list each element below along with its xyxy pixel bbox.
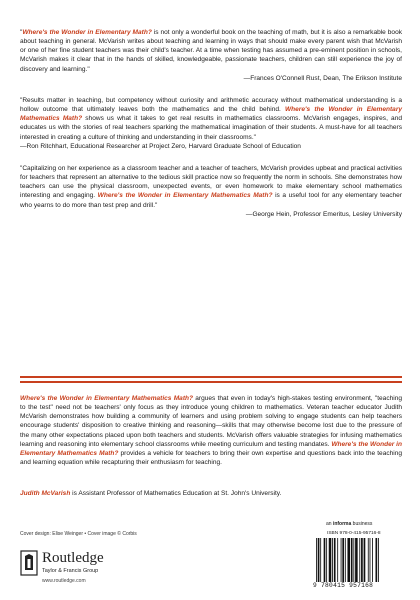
routledge-logo-icon bbox=[20, 550, 38, 576]
divider-rule bbox=[20, 376, 402, 378]
informa-prefix: an bbox=[326, 521, 333, 527]
author-name: Judith McVarish bbox=[20, 490, 71, 497]
endorsement-body: shows us what it takes to get real results in mathematics classrooms. McVarish engages, inspires, and educates us with the stories of real teachers sparking the mathematical imagination of their students. A must-have for all teachers interested in creating a culture of thinking and understanding in their classrooms." bbox=[20, 115, 402, 141]
endorsement-text bbox=[20, 164, 402, 210]
divider-rule bbox=[20, 381, 402, 383]
endorsement-body: "Capitalizing on her experience as a classroom teacher and a teacher of teachers, McVarish provides upbeat and practical activities for teachers that represent an alternative to the tedious skill practice now so frequently the norm in schools. She demonstrates how teachers can use the physical classroom, unexpected events, or even homework to make elementary school mathematics interesting and engaging. bbox=[20, 164, 402, 200]
endorsement-attribution: —Ron Ritchhart, Educational Researcher at Project Zero, Harvard Graduate School of Education bbox=[20, 142, 301, 150]
description-text bbox=[20, 394, 402, 467]
publisher-subtitle: Taylor & Francis Group bbox=[42, 568, 99, 574]
author-bio-text: is Assistant Professor of Mathematics Education at St. John's University. bbox=[70, 490, 282, 497]
book-title-ref: Where's the Wonder in Elementary Mathematics Math? bbox=[97, 192, 273, 200]
description-body: argues that even in today's high-stakes testing environment, "teaching to the test" need not be teachers' only focus as they introduce young children to mathematics. Veteran teacher educator Judith McVarish demonstrates how building a community of learners and using problem solving to engage students can help teachers encourage students' disposition to creative thinking and reasoning—skills that may otherwise become lost due to the pressure of the many other expectations placed upon both teachers and students. McVarish offers valuable strategies for infusing mathematics learning and reasoning into elementary school classrooms while meeting curriculum and testing mandates. bbox=[20, 395, 402, 448]
informa-suffix: business bbox=[351, 521, 373, 527]
endorsement-attribution: —George Hein, Professor Emeritus, Lesley University bbox=[245, 210, 402, 218]
isbn-label: ISBN 978-0-415-95716-8 bbox=[327, 531, 381, 536]
endorsement bbox=[20, 28, 402, 83]
author-bio bbox=[20, 489, 402, 498]
book-title-ref: Where's the Wonder in Elementary Math? bbox=[22, 29, 152, 36]
barcode bbox=[313, 531, 403, 591]
publisher-name: Routledge bbox=[42, 550, 104, 566]
publisher-logo bbox=[20, 548, 160, 588]
cover-credits: Cover design: Elise Weinger • Cover image © Corbis bbox=[20, 531, 137, 537]
informa-word: informa bbox=[332, 521, 352, 527]
book-title-ref: Where's the Wonder in Elementary Mathematics Math? bbox=[20, 106, 403, 123]
endorsement bbox=[20, 164, 402, 219]
informa-note bbox=[326, 521, 372, 527]
barcode-bars-icon bbox=[316, 538, 400, 582]
endorsement-body: is not only a wonderful book on the teaching of math, but it is also a remarkable book about teaching in general. McVarish writes about teaching and learning in ways that should make every parent wish that McVarish or one of her fine student teachers was their child's teacher. At a time when testing has assumed a pre-eminent position in schools, McVarish makes it clear that in the hands of skilled, knowledgeable, passionate teachers, children can still experience the joy of discovery and learning." bbox=[20, 29, 402, 73]
description-body: provides a vehicle for teachers to bring their own expertise and questions back into the teaching and learning equation while recapturing their enthusiasm for teaching. bbox=[20, 449, 402, 467]
endorsement-attribution: —Frances O'Connell Rust, Dean, The Erikson Institute bbox=[243, 74, 402, 82]
endorsement-body: is a useful tool for any elementary teacher who yearns to do more than test prep and drill." bbox=[20, 192, 402, 209]
endorsement-text: "Where's the Wonder in Elementary Math? is not only a wonderful book on the teaching of math, but it is also a remarkable book about teaching in general. McVarish writes about teaching and learning in ways that should make every parent wish that McVarish or one of her fine student teachers was their child's teacher. At a time when testing has assumed a pre-eminent position in schools, McVarish makes it clear that in the hands of skilled, knowledgeable, passionate teachers, children can still experience the joy of discovery and learning." bbox=[20, 29, 402, 73]
publisher-url: www.routledge.com bbox=[42, 578, 86, 584]
endorsement-text bbox=[20, 96, 402, 142]
endorsement bbox=[20, 96, 402, 151]
book-description bbox=[20, 394, 402, 467]
endorsements bbox=[20, 28, 402, 232]
barcode-digits: 9 780415 957168 bbox=[313, 582, 374, 589]
book-title-ref: Where's the Wonder in Elementary Mathematics Math? bbox=[20, 440, 402, 457]
endorsement-body: "Results matter in teaching, but competency without curiosity and arithmetic accuracy without mathematical understanding is a hollow outcome that ultimately leaves both the mathematics and the child behind. bbox=[20, 96, 402, 114]
book-title-ref: Where's the Wonder in Elementary Mathematics Math? bbox=[20, 395, 193, 402]
